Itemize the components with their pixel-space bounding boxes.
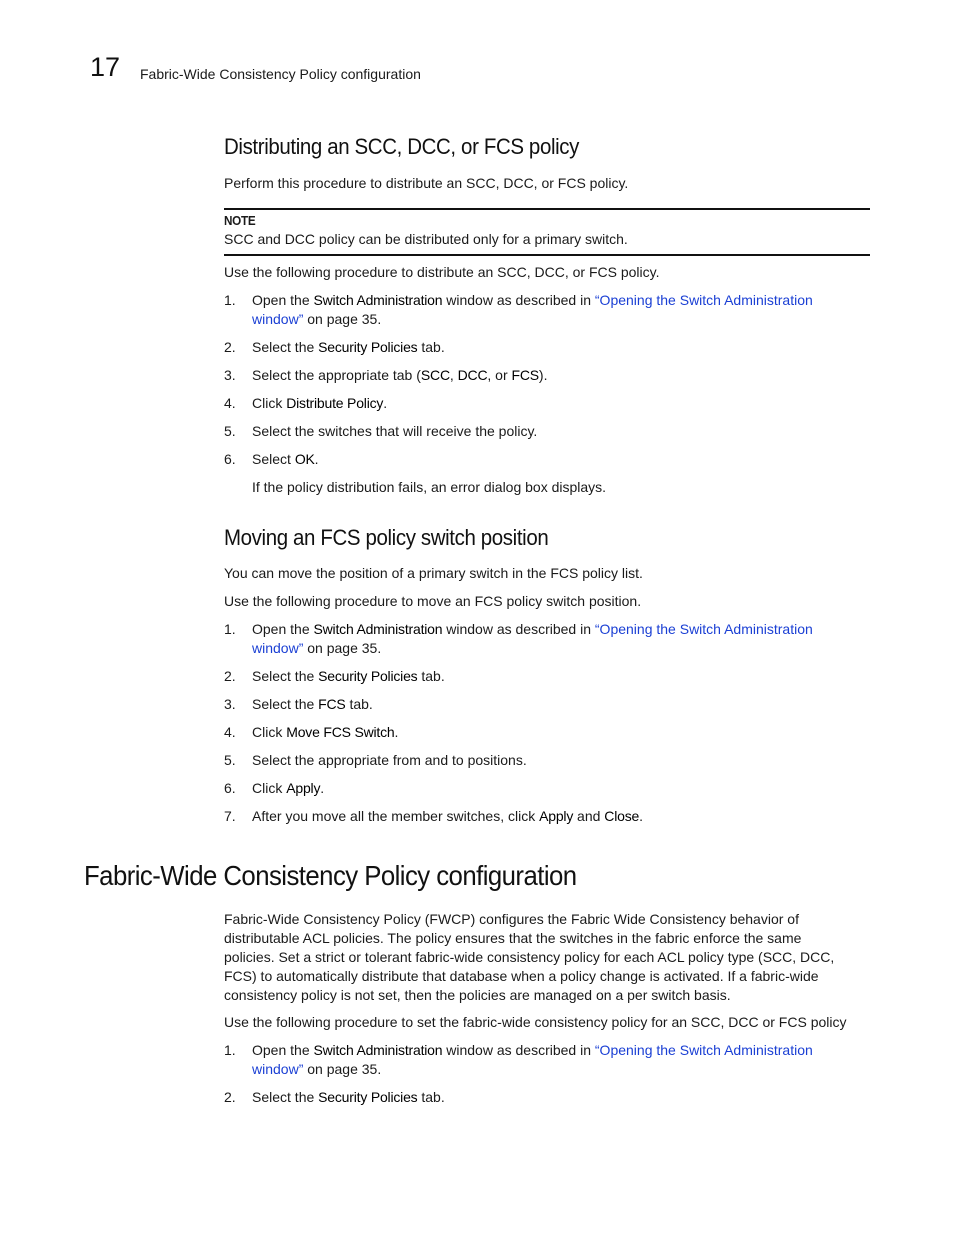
chapter-number: 17 [90,52,121,82]
ui-term: Move FCS Switch [286,724,395,740]
section-heading-moving: Moving an FCS policy switch position [224,525,549,550]
procedure-lead: Use the following procedure to move an FCS policy switch position. [224,593,642,609]
note-label: NOTE [224,213,256,228]
fwcp-paragraph: Fabric-Wide Consistency Policy (FWCP) configures the Fabric Wide Consistency behavior of distributable ACL policies. The policy ensures that the switches in the fabric enforce the same policies. Set a strict or tolerant fabric-wide consistency policy for each ACL policy type (SCC, DCC, FCS) to automatically distribute that database when a policy change is activated. If a fabric-wide consistency policy is not set, then the policies are managed on a per switch basis. [224,911,835,1003]
ui-term: Switch Administration [313,292,443,308]
ui-term: FCS [318,696,346,712]
ui-term: Security Policies [318,668,418,684]
running-header-title: Fabric-Wide Consistency Policy configuration [140,66,421,82]
ui-term: FCS [511,367,539,383]
ui-term: Switch Administration [313,1042,443,1058]
section-intro: You can move the position of a primary switch in the FCS policy list. [224,565,643,581]
ui-term: Security Policies [318,1089,418,1105]
procedure-lead: Use the following procedure to set the fabric-wide consistency policy for an SCC, DCC or FCS policy [224,1014,847,1030]
document-page: 17 Fabric-Wide Consistency Policy configuration Distributing an SCC, DCC, or FCS policy Perform this procedure to distribute an SCC, DCC, or FCS policy. NOTE SCC and DCC policy can be distributed only for a primary switch. Use the following procedure to distribute an SCC, DCC, or FCS policy. 1. Open the Switch Administration window as described in “Opening the Switch Administration window” on page 35. 2. Select the Security Policies tab. 3. Select the appropriate tab (SCC, DCC, or FCS). 4. Click Distribute Policy. 5. Select the switches that will receive the policy. 6. Select OK. If the policy distribution fails, an error dialog box displays. Moving an FCS policy switch position You can move the position of a primary switch in the FCS policy list. Use the following procedure to move an FCS policy switch position. 1. Open the Switch Administration window as described in “Opening the Switch Administration window” on page 35. 2. Select the Security Policies tab. 3. Select the FCS tab. 4. Click Move FCS Switch. 5. Select the appropriate from and to positions. 6. Click Apply. 7. After you move all the member switches, click Apply and Close. Fabric-Wide Consistency Policy configuration Fabric-Wide Consistency Policy (FWCP) configures the Fabric Wide Consistency behavior of distributable ACL policies. The policy ensures that the switches in the fabric enforce the same policies. Set a strict or tolerant fabric-wide consistency policy for each ACL policy type (SCC, DCC, FCS) to automatically distribute that database when a policy change is activated. If a fabric-wide consistency policy is not set, then the policies are managed on a per switch basis. Use the following procedure to set the fabric-wide consistency policy for an SCC, DCC or FCS policy 1. Open the Switch Administration window as described in “Opening the Switch Administration window” on page 35. 2. Select the Security Policies tab. [0,0,954,1235]
note-text: SCC and DCC policy can be distributed only for a primary switch. [224,231,628,247]
procedure-lead: Use the following procedure to distribute an SCC, DCC, or FCS policy. [224,264,660,280]
ui-term: DCC [457,367,488,383]
ui-term: Distribute Policy [286,395,384,411]
ui-term: Switch Administration [313,621,443,637]
ui-term: Security Policies [318,339,418,355]
ui-term: SCC [420,367,450,383]
ui-term: Apply [539,808,574,824]
ui-term: Close [604,808,640,824]
section-heading-distributing: Distributing an SCC, DCC, or FCS policy [224,134,580,159]
step-result-text: If the policy distribution fails, an error dialog box displays. [252,479,607,495]
major-heading-fwcp: Fabric-Wide Consistency Policy configuration [84,860,577,891]
ui-term: Apply [286,780,321,796]
section-intro: Perform this procedure to distribute an SCC, DCC, or FCS policy. [224,175,629,191]
note-box [224,208,870,256]
ui-term: OK [294,451,315,467]
cross-reference-link[interactable]: “Opening the Switch Administration window” [252,621,813,656]
cross-reference-link[interactable]: “Opening the Switch Administration window” [252,292,813,327]
cross-reference-link[interactable]: “Opening the Switch Administration window” [252,1042,813,1077]
